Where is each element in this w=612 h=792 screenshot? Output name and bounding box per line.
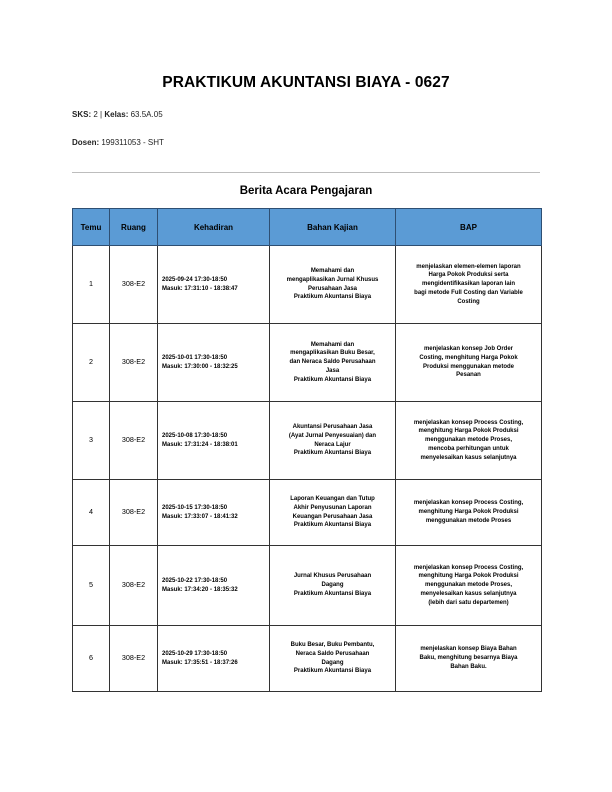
attendance-text: Masuk: 17:33:07 - 18:41:32	[162, 513, 238, 520]
bap-line: bagi metode Full Costing dan Variable	[414, 289, 523, 296]
cell-ruang: 308-E2	[110, 626, 158, 692]
cell-bahan-kajian	[270, 546, 396, 626]
cell-bap	[396, 402, 542, 480]
bap-line: mencoba perhitungan untuk	[428, 445, 509, 452]
course-meta	[72, 110, 163, 119]
schedule-text: 2025-10-01 17:30-18:50	[162, 354, 228, 361]
bahan-kajian-line: mengaplikasikan Buku Besar,	[290, 350, 375, 357]
bahan-kajian-line: Praktikum Akuntansi Biaya	[293, 522, 372, 529]
cell-temu: 2	[73, 324, 110, 402]
cell-kehadiran	[158, 546, 270, 626]
schedule-text: 2025-09-24 17:30-18:50	[162, 276, 228, 283]
dosen-value: 199311053 - SHT	[101, 138, 164, 147]
cell-temu: 3	[73, 402, 110, 480]
col-header-ruang: Ruang	[110, 209, 158, 246]
cell-temu: 6	[73, 626, 110, 692]
cell-kehadiran	[158, 402, 270, 480]
attendance-text: Masuk: 17:34:20 - 18:35:32	[162, 586, 238, 593]
cell-bahan-kajian	[270, 480, 396, 546]
bap-line: (lebih dari satu departemen)	[428, 599, 509, 606]
sks-label: SKS:	[72, 110, 92, 119]
attendance-text: Masuk: 17:31:24 - 18:38:01	[162, 441, 238, 448]
attendance-text: Masuk: 17:31:10 - 18:38:47	[162, 285, 238, 292]
cell-kehadiran	[158, 324, 270, 402]
cell-temu: 1	[73, 246, 110, 324]
bahan-kajian-line: dan Neraca Saldo Perusahaan	[289, 359, 376, 366]
bahan-kajian-line: Dagang	[321, 659, 344, 666]
table-row	[73, 626, 542, 692]
bahan-kajian-line: Memahami dan	[310, 268, 355, 275]
bap-line: menggunakan metode Proses,	[424, 437, 513, 444]
bahan-kajian-line: Neraca Lajur	[314, 441, 351, 448]
col-header-kehadiran: Kehadiran	[158, 209, 270, 246]
cell-bahan-kajian	[270, 626, 396, 692]
bahan-kajian-line: Praktikum Akuntansi Biaya	[293, 376, 372, 383]
table-row	[73, 480, 542, 546]
cell-ruang: 308-E2	[110, 246, 158, 324]
bahan-kajian-line: Praktikum Akuntansi Biaya	[293, 450, 372, 457]
bahan-kajian-line: mengaplikasikan Jurnal Khusus	[286, 276, 379, 283]
bap-line: menjelaskan konsep Biaya Bahan	[420, 646, 517, 653]
bahan-kajian-line: Dagang	[321, 582, 344, 589]
bap-line: Bahan Baku.	[450, 663, 487, 670]
bahan-kajian-line: Akuntansi Perusahaan Jasa	[292, 424, 373, 431]
bahan-kajian-line: Jurnal Khusus Perusahaan	[293, 573, 372, 580]
bahan-kajian-line: Memahami dan	[310, 341, 355, 348]
bap-line: menjelaskan konsep Process Costing,	[413, 419, 524, 426]
lecturer-meta	[72, 138, 164, 147]
table-row	[73, 546, 542, 626]
bahan-kajian-line: Praktikum Akuntansi Biaya	[293, 294, 372, 301]
bahan-kajian-line: Akhir Penyusunan Laporan	[293, 504, 372, 511]
bap-line: menggunakan metode Proses,	[424, 582, 513, 589]
cell-ruang: 308-E2	[110, 480, 158, 546]
meta-separator: |	[100, 110, 103, 119]
cell-bap	[396, 480, 542, 546]
cell-ruang: 308-E2	[110, 402, 158, 480]
bahan-kajian-line: Laporan Keuangan dan Tutup	[290, 496, 375, 503]
bahan-kajian-line: Jasa	[325, 367, 340, 374]
page-title: PRAKTIKUM AKUNTANSI BIAYA - 0627	[162, 74, 450, 91]
bahan-kajian-line: Buku Besar, Buku Pembantu,	[290, 642, 375, 649]
cell-bahan-kajian	[270, 402, 396, 480]
cell-ruang: 308-E2	[110, 546, 158, 626]
schedule-text: 2025-10-15 17:30-18:50	[162, 504, 228, 511]
bap-line: menggunakan metode Proses	[425, 517, 512, 524]
bahan-kajian-line: Praktikum Akuntansi Biaya	[293, 590, 372, 597]
bap-line: menjelaskan konsep Process Costing,	[413, 500, 524, 507]
schedule-text: 2025-10-22 17:30-18:50	[162, 577, 228, 584]
bap-line: menyelesaikan kasus selanjutnya	[420, 590, 517, 597]
bap-line: Costing, menghitung Harga Pokok	[419, 354, 518, 361]
bap-line: menjelaskan konsep Process Costing,	[413, 564, 524, 571]
cell-bap	[396, 324, 542, 402]
bap-line: menjelaskan konsep Job Order	[423, 346, 514, 353]
cell-temu: 5	[73, 546, 110, 626]
col-header-bahan-kajian: Bahan Kajian	[270, 209, 396, 246]
bap-line: Produksi menggunakan metode	[422, 363, 515, 370]
cell-temu: 4	[73, 480, 110, 546]
bap-line: Pesanan	[456, 372, 481, 379]
cell-bap	[396, 246, 542, 324]
bahan-kajian-line: Neraca Saldo Perusahaan	[295, 650, 370, 657]
cell-kehadiran	[158, 626, 270, 692]
attendance-text: Masuk: 17:35:51 - 18:37:26	[162, 659, 238, 666]
schedule-text: 2025-10-08 17:30-18:50	[162, 432, 228, 439]
bap-table	[72, 208, 542, 692]
bahan-kajian-line: Praktikum Akuntansi Biaya	[293, 668, 372, 675]
bap-line: mengidentifikasikan laporan lain	[421, 281, 516, 288]
table-header-row	[73, 209, 542, 246]
bap-line: menjelaskan elemen-elemen laporan	[416, 263, 521, 270]
sks-value: 2	[93, 110, 98, 119]
table-row	[73, 324, 542, 402]
table-row	[73, 402, 542, 480]
bahan-kajian-line: Perusahaan Jasa	[307, 285, 358, 292]
cell-bap	[396, 546, 542, 626]
bahan-kajian-line: Keuangan Perusahaan Jasa	[292, 513, 373, 520]
cell-bahan-kajian	[270, 324, 396, 402]
bap-line: menghitung Harga Pokok Produksi	[418, 573, 519, 580]
cell-ruang: 308-E2	[110, 324, 158, 402]
divider	[72, 172, 540, 173]
cell-bahan-kajian	[270, 246, 396, 324]
bahan-kajian-line: (Ayat Jurnal Penyesuaian) dan	[288, 432, 377, 439]
bap-line: menghitung Harga Pokok Produksi	[418, 428, 519, 435]
attendance-text: Masuk: 17:30:00 - 18:32:25	[162, 363, 238, 370]
section-title: Berita Acara Pengajaran	[239, 185, 373, 197]
cell-kehadiran	[158, 480, 270, 546]
cell-kehadiran	[158, 246, 270, 324]
bap-line: menyelesaikan kasus selanjutnya	[420, 454, 517, 461]
col-header-temu: Temu	[73, 209, 110, 246]
bap-line: menghitung Harga Pokok Produksi	[418, 509, 519, 516]
table-row	[73, 246, 542, 324]
cell-bap	[396, 626, 542, 692]
bap-line: Costing	[457, 298, 480, 305]
dosen-label: Dosen:	[72, 138, 100, 147]
col-header-bap: BAP	[396, 209, 542, 246]
schedule-text: 2025-10-29 17:30-18:50	[162, 650, 228, 657]
kelas-value: 63.5A.05	[130, 110, 163, 119]
bap-line: Harga Pokok Produksi serta	[428, 272, 509, 279]
bap-line: Baku, menghitung besarnya Biaya	[419, 655, 518, 662]
kelas-label: Kelas:	[104, 110, 129, 119]
